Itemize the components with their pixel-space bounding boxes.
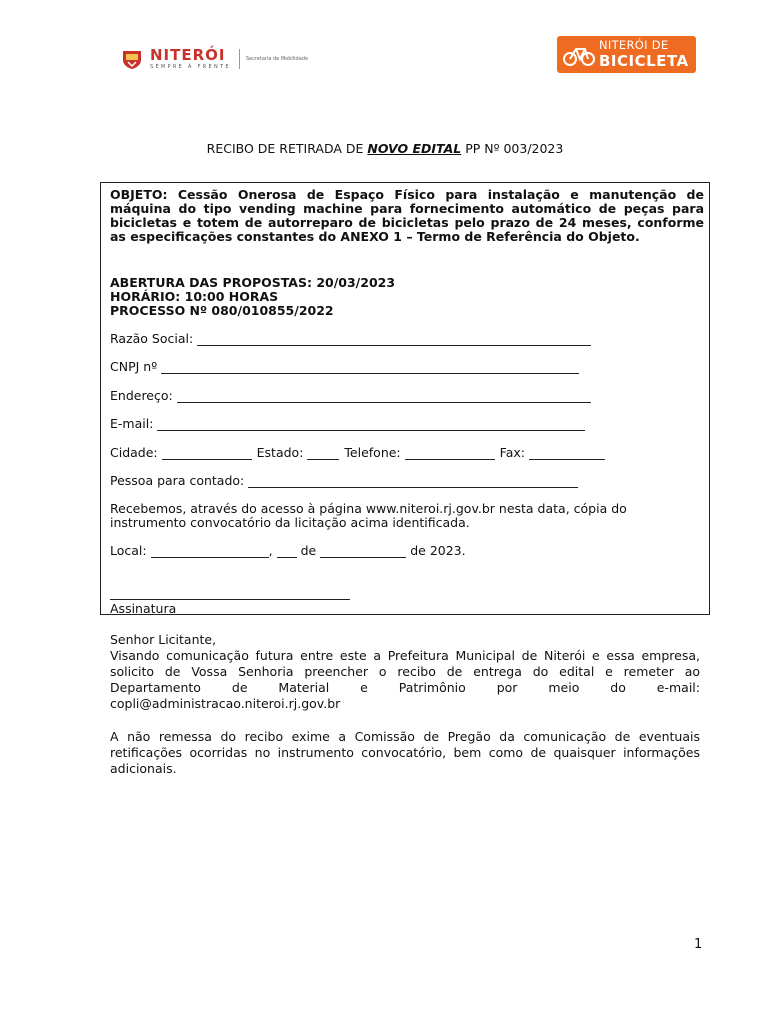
email-blank[interactable] xyxy=(157,418,585,431)
title-prefix: RECIBO DE RETIRADA DE xyxy=(206,141,368,156)
objeto-text: OBJETO: Cessão Onerosa de Espaço Físico para instalação e manutenção de máquina do tipo vending machine para fornecimento automático de peças para bicicletas e totem de autorreparo de bicicletas pelo prazo de 24 meses, conforme as especificações constantes do ANEXO 1 – Termo de Referência do Objeto. xyxy=(110,187,704,244)
email-field[interactable] xyxy=(110,416,585,431)
de-label: de xyxy=(300,543,317,558)
fax-blank[interactable] xyxy=(529,447,605,460)
local-comma: , xyxy=(268,543,273,558)
page-number: 1 xyxy=(694,937,703,952)
cidade-label: Cidade: xyxy=(110,445,158,460)
cnpj-label: CNPJ nº xyxy=(110,359,158,374)
bicycle-icon xyxy=(561,40,597,70)
cidade-blank[interactable] xyxy=(162,447,252,460)
signature-line[interactable] xyxy=(110,599,350,600)
title-emphasis: NOVO EDITAL xyxy=(367,141,462,156)
niteroi-logo xyxy=(120,48,345,70)
body-paragraph-1: Visando comunicação futura entre este a Prefeitura Municipal de Niterói e essa empresa, solicito de Vossa Senhoria preencher o recibo de entrega do edital e remeter ao Departamento de Material e Patrimônio por meio do e-mail: xyxy=(110,648,700,695)
body-paragraph-2: A não remessa do recibo exime a Comissão de Pregão da comunicação de eventuais retificações ocorridas no instrumento convocatório, bem como de quaisquer informações adicionais. xyxy=(110,729,700,776)
logo-name: NITERÓI xyxy=(150,46,226,64)
processo-line: PROCESSO Nº 080/010855/2022 xyxy=(110,303,334,318)
niteroi-de-bicicleta-logo xyxy=(557,36,696,73)
horario-line: HORÁRIO: 10:00 HORAS xyxy=(110,289,279,304)
abertura-line: ABERTURA DAS PROPOSTAS: 20/03/2023 xyxy=(110,275,396,290)
day-blank[interactable] xyxy=(277,545,297,558)
email-address: copli@administracao.niteroi.rj.gov.br xyxy=(110,696,341,711)
estado-blank[interactable] xyxy=(307,447,339,460)
local-row xyxy=(110,543,466,558)
telefone-blank[interactable] xyxy=(405,447,495,460)
fax-label: Fax: xyxy=(499,445,525,460)
signature-label: Assinatura xyxy=(110,601,177,616)
pessoa-contato-blank[interactable] xyxy=(248,475,578,488)
year-label: de 2023. xyxy=(410,543,466,558)
title-suffix: PP Nº 003/2023 xyxy=(461,141,564,156)
pessoa-contato-label: Pessoa para contado: xyxy=(110,473,245,488)
razao-social-blank[interactable] xyxy=(197,333,591,346)
endereco-label: Endereço: xyxy=(110,388,173,403)
razao-social-label: Razão Social: xyxy=(110,331,194,346)
city-crest-icon xyxy=(120,48,144,70)
logo-line2: BICICLETA xyxy=(599,51,689,70)
local-label: Local: xyxy=(110,543,147,558)
telefone-label: Telefone: xyxy=(344,445,401,460)
logo-divider xyxy=(239,49,240,69)
local-blank[interactable] xyxy=(151,545,269,558)
email-label: E-mail: xyxy=(110,416,154,431)
endereco-field[interactable] xyxy=(110,388,591,403)
cidade-row xyxy=(110,445,605,460)
razao-social-field[interactable] xyxy=(110,331,591,346)
document-title xyxy=(0,141,770,156)
estado-label: Estado: xyxy=(256,445,304,460)
pessoa-contato-field[interactable] xyxy=(110,473,578,488)
cnpj-field[interactable] xyxy=(110,359,579,374)
salutation: Senhor Licitante, xyxy=(110,632,217,647)
logo-subtitle: Secretaria de Mobilidade xyxy=(245,55,309,62)
endereco-blank[interactable] xyxy=(177,390,591,403)
month-blank[interactable] xyxy=(320,545,406,558)
logo-line1: NITERÓI DE xyxy=(599,38,669,53)
logo-tagline: SEMPRE À FRENTE xyxy=(150,64,231,70)
cnpj-blank[interactable] xyxy=(161,361,579,374)
recebemos-text: Recebemos, através do acesso à página www.niteroi.rj.gov.br nesta data, cópia do instrumento convocatório da licitação acima identificada. xyxy=(110,501,627,530)
